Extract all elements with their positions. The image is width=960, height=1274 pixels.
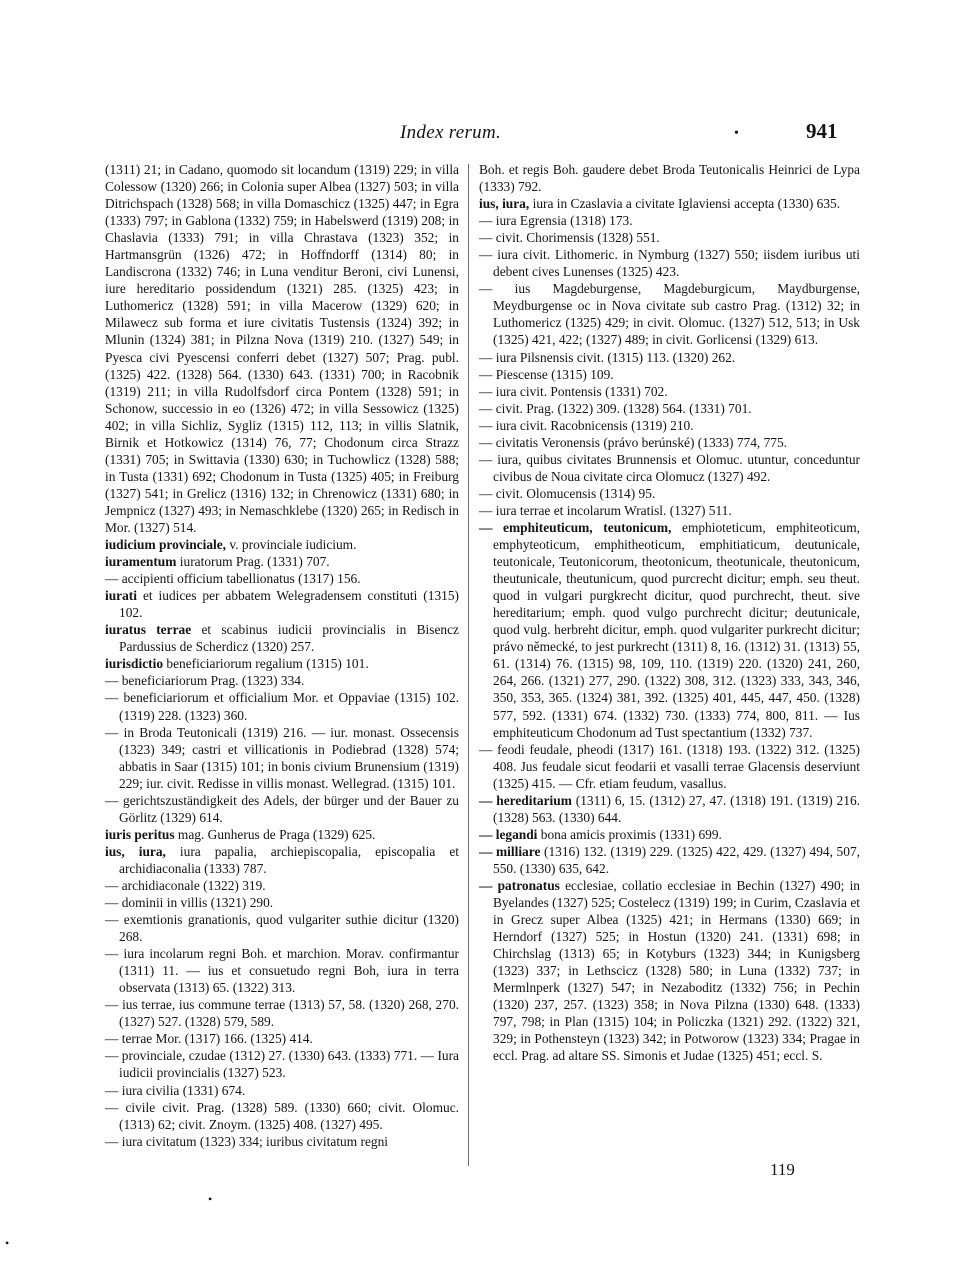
entry-text: emphioteticum, emphiteoticum, emphyteoticum, emphitheoticum, emphitiaticum, deutunicale, teutonicale, Teutonicorum, theotonicum, theotunicale, theutonicum, theutunicale, theutunicum, quod purcrecht dicitur; emph. seu theut. quod in vulgari purgkrecht dicitur, quod purchrecht, theut. sive hereditarium; emph. quod vulgo purchrecht dicitur; deutunicale, quod vulg. herbreht dicitur, emph. quod vulgariter purkrecht dicitur; právo německé, to jest purkrecht (1311) 8, 16. (1312) 31. (1313) 55, 61. (1314) 76. (1315) 98, 109, 110. (1319) 220. (1320) 241, 260, 264, 266. (1321) 277, 290. (1322) 308, 312. (1323) 333, 343, 346, 350, 353, 365. (1324) 381, 392. (1325) 401, 445, 447, 450. (1328) 577, 592. (1331) 674. (1332) 730. (1333) 774, 800, 811. — Ius emphiteuticum Chodonum ad Tust spectantium (1332) 737. [493,519,860,740]
entry-lemma: — hereditarium [479,792,572,808]
index-entry [105,672,459,689]
entry-text: ecclesiae, collatio ecclesiae in Bechin (1327) 490; in Byelandes (1327) 525; Costelecz (1319) 199; in Curim, Czaslavia et in Grecz super Albea (1325) 421; in Hermans (1330) 669; in Herndorf (1327) 525; in Hostun (1320) 241. (1331) 698; in Chirchslag (1313) 65; in Kotyburs (1323) 344; in Kunigsberg (1323) 337; in Lethscicz (1328) 580; in Luna (1332) 737; in Mermlnperk (1327) 547; in Nezaboditz (1332) 756; in Pechin (1320) 237, 257. (1323) 358; in Nova Pilzna (1330) 648. (1333) 797, 798; in Plan (1315) 104; in Policzka (1321) 292. (1322) 321, 329; in Pothensteyn (1323) 342; in Potworow (1323) 334; Pragae in eccl. Prag. ad altare SS. Simonis et Judae (1325) 451; eccl. S. [493,877,860,1064]
entry-text: — iura, quibus civitates Brunnensis et Olomuc. utuntur, conceduntur civibus de Noua civitate circa Olomucz (1327) 492. [479,451,860,484]
entry-text: — iura civilia (1331) 674. [105,1082,246,1098]
index-entry [479,229,860,246]
entry-lemma: — patronatus [479,877,560,893]
index-entry [105,1082,459,1099]
index-entry [479,826,860,843]
index-entry [105,945,459,996]
entry-text: — ius Magdeburgense, Magdeburgicum, Maydburgense, Meydburgense oc in Nova civitate sub castro Prag. (1312) 32; in Luthomericz (1325) 429; in civit. Olomuc. (1327) 512, 513; in Usk (1325) 421, 422; (1327) 489; in civit. Gorlicensi (1329) 613. [479,281,860,348]
left-column [105,161,459,1150]
index-entry [479,161,860,195]
entry-text: — iura Pilsnensis civit. (1315) 113. (1320) 262. [479,349,736,365]
index-entry [105,826,459,843]
index-entry [105,689,459,723]
index-entry [479,417,860,434]
index-entry [105,570,459,587]
entry-text: v. provinciale iudicium. [229,537,357,553]
right-column [479,161,860,1064]
entry-text: — civile civit. Prag. (1328) 589. (1330) 660; civit. Olomuc. (1313) 62; civit. Znoym. (1325) 408. (1327) 495. [105,1099,459,1132]
index-entry [479,195,860,212]
entry-text: — civit. Chorimensis (1328) 551. [479,230,660,246]
index-entry [479,400,860,417]
index-entry [105,1047,459,1081]
index-entry [479,519,860,741]
index-entry [105,553,459,570]
entry-text: bona amicis proximis (1331) 699. [540,826,722,842]
entry-text: mag. Gunherus de Praga (1329) 625. [177,826,376,842]
entry-text: — civitatis Veronensis (právo berúnské) (1333) 774, 775. [479,434,788,450]
index-entry [105,1099,459,1133]
entry-lemma: iudicium provinciale, [105,537,227,553]
entry-lemma: iuris peritus [105,826,175,842]
index-entry [479,366,860,383]
entry-text: — civit. Olomucensis (1314) 95. [479,485,656,501]
index-entry [479,246,860,280]
index-entry [105,587,459,621]
index-entry [105,894,459,911]
index-entry [105,1133,459,1150]
entry-lemma: — emphiteuticum, teutonicum, [479,519,672,535]
entry-text: — archidiaconale (1322) 319. [105,877,266,893]
entry-lemma: iurisdictio [105,656,164,672]
index-entry [479,741,860,792]
entry-text: — exemtionis granationis, quod vulgariter suthie dicitur (1320) 268. [105,912,459,945]
index-entry [105,724,459,792]
edge-mark: • [5,1236,10,1250]
entry-lemma: ius, iura, [105,843,166,859]
index-entry [479,280,860,348]
entry-text: et scabinus iudicii provincialis in Bisencz Pardussius de Scherdicz (1320) 257. [119,622,459,655]
index-entry [479,212,860,229]
entry-text: (1311) 6, 15. (1312) 27, 47. (1318) 191. (1319) 216. (1328) 563. (1330) 644. [493,792,860,825]
entry-text: beneficiariorum regalium (1315) 101. [166,656,369,672]
entry-lemma: iuratus terrae [105,622,192,638]
entry-lemma: iurati [105,588,137,604]
entry-text: Boh. et regis Boh. gaudere debet Broda Teutonicalis Heinrici de Lypa (1333) 792. [479,162,860,195]
column-divider [468,164,469,1166]
header-dot: • [734,126,739,141]
index-entry [105,843,459,877]
entry-text: — iura civitatum (1323) 334; iuribus civitatum regni [105,1133,389,1149]
entry-text: iura papalia, archiepiscopalia, episcopalia et archidiaconalia (1333) 787. [119,843,459,876]
index-entry [479,502,860,519]
entry-text: — beneficiariorum et officialium Mor. et Oppaviae (1315) 102. (1319) 228. (1323) 360. [105,690,459,723]
entry-text: — beneficiariorum Prag. (1323) 334. [105,673,305,689]
index-entry [105,655,459,672]
entry-text: — provinciale, czudae (1312) 27. (1330) 643. (1333) 771. — Iura iudicii provincialis (1327) 523. [105,1048,459,1081]
index-entry [479,451,860,485]
running-title: Index rerum. [400,122,502,143]
bottom-dot: • [208,1192,213,1206]
index-entry [105,621,459,655]
entry-lemma: iuramentum [105,554,177,570]
index-entry [479,485,860,502]
index-entry [105,1030,459,1047]
entry-text: — in Broda Teutonicali (1319) 216. — iur. monast. Ossecensis (1323) 349; castri et villicationis in Podiebrad (1328) 574; abbatis in Saar (1315) 101; in bonis civium Brunensium (1319) 229; iur. civit. Redisse in villis monast. Wellegrad. (1315) 101. [105,724,459,791]
index-entry [105,536,459,553]
entry-text: — iura civit. Lithomeric. in Nymburg (1327) 550; iisdem iuribus uti debent cives Lunenses (1325) 423. [479,247,860,280]
entry-text: iura in Czaslavia a civitate Iglaviensi accepta (1330) 635. [532,196,841,212]
entry-text: — civit. Prag. (1322) 309. (1328) 564. (1331) 701. [479,400,752,416]
index-entry [479,383,860,400]
index-entry [105,877,459,894]
entry-text: — iura incolarum regni Boh. et marchion. Morav. confirmantur (1311) 11. — ius et consuetudo regni Boh, iura in terra observata (1313) 65. (1322) 313. [105,946,459,996]
sheet-signature: 119 [770,1160,795,1179]
index-entry [105,996,459,1030]
index-entry [479,843,860,877]
index-entry [479,877,860,1065]
entry-text: — ius terrae, ius commune terrae (1313) 57, 58. (1320) 268, 270. (1327) 527. (1328) 579, 589. [105,997,459,1030]
entry-text: — Piescense (1315) 109. [479,366,614,382]
entry-text: — iura Egrensia (1318) 173. [479,213,633,229]
entry-lemma: — milliare [479,843,541,859]
entry-text: — iura civit. Pontensis (1331) 702. [479,383,668,399]
index-entry [105,161,459,536]
entry-text: — feodi feudale, pheodi (1317) 161. (1318) 193. (1322) 312. (1325) 408. Jus feudale sicut feodarii et vasalli terrae Glacensis deserviunt (1325) 415. — Cfr. etiam feudum, vasallus. [479,741,860,791]
entry-text: — terrae Mor. (1317) 166. (1325) 414. [105,1031,313,1047]
entry-text: — gerichtszuständigkeit des Adels, der bürger und der Bauer zu Görlitz (1329) 614. [105,792,459,825]
index-entry [105,911,459,945]
page-number: 941 [806,119,838,143]
entry-text: — accipienti officium tabellionatus (1317) 156. [105,571,361,587]
entry-text: (1311) 21; in Cadano, quomodo sit locandum (1319) 229; in villa Colessow (1320) 266; in Colonia super Albea (1327) 503; in villa Ditrichspach (1328) 568; in villa Domaschicz (1325) 447; in Egra (1333) 797; in Gablona (1332) 759; in Habelswerd (1319) 208; in Chaslavia (1333) 791; in villa Chrastava (1323) 352; in Hartmansgrün (1326) 472; in Hoffndorff (1314) 80; in Landiscrona (1332) 746; in Luna venditur Beroni, civi Lunensi, iure hereditario possidendum (1321) 285. (1325) 423; in Luthomericz (1328) 591; in villa Macerow (1329) 620; in Milawecz sub forma et iure civitatis Tustensis (1324) 392; in Mlunin (1324) 381; in Pilzna Nova (1319) 210. (1327) 549; in Pyesca civi Pyescensi conferri debet (1327) 507; Prag. publ. (1325) 422. (1328) 564. (1330) 643. (1331) 700; in Racobnik (1319) 211; in villa Rudolfsdorf circa Pontem (1328) 591; in Schonow, successio in eo (1326) 472; in villa Sessowicz (1325) 402; in villa Sichliz, Sygliz (1315) 112, 113; in villis Slatnik, Birnik et Hotkowicz (1314) 76, 77; Chodonum circa Strazz (1331) 705; in Swittavia (1330) 630; in Tuchowlicz (1328) 588; in Tusta (1331) 692; Chodonum in Tusta (1325) 405; in Freiburg (1327) 541; in Grelicz (1316) 132; in Chrenowicz (1331) 680; in Jempnicz (1327) 493; in Nemaschklebe (1320) 265; in Redisch in Mor. (1327) 514. [105,162,459,535]
entry-text: et iudices per abbatem Welegradensem constituti (1315) 102. [119,588,460,621]
entry-text: — iura terrae et incolarum Wratisl. (1327) 511. [479,502,732,518]
entry-lemma: — legandi [479,826,538,842]
entry-text: iuratorum Prag. (1331) 707. [179,554,330,570]
index-entry [479,349,860,366]
entry-text: — dominii in villis (1321) 290. [105,895,274,911]
entry-lemma: ius, iura, [479,196,530,212]
entry-text: (1316) 132. (1319) 229. (1325) 422, 429. (1327) 494, 507, 550. (1330) 635, 642. [493,843,860,876]
index-entry [105,792,459,826]
index-entry [479,792,860,826]
index-entry [479,434,860,451]
entry-text: — iura civit. Racobnicensis (1319) 210. [479,417,694,433]
